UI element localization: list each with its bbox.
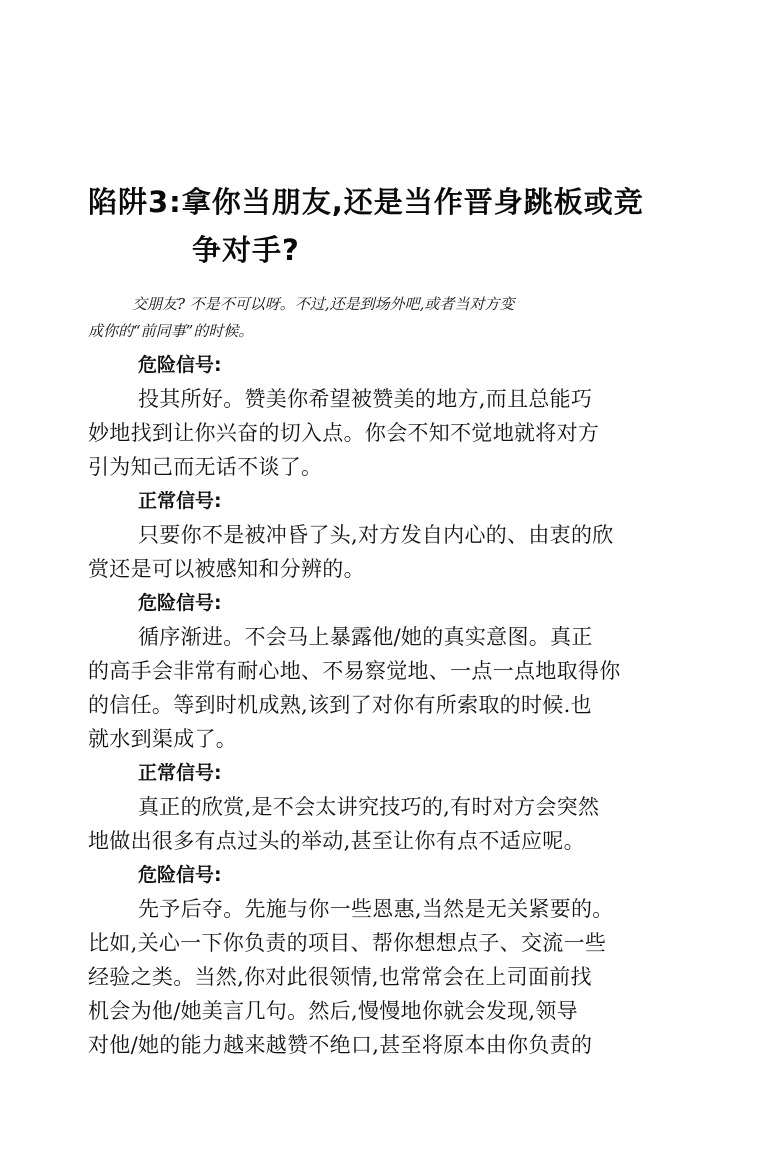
paragraph-line: 经验之类。当然,你对此很领情,也常常会在上司面前找	[88, 965, 592, 989]
paragraph-line: 的高手会非常有耐心地、不易察觉地、一点一点地取得你	[88, 659, 621, 683]
signal-paragraph	[88, 620, 693, 756]
paragraph-line: 地做出很多有点过头的举动,甚至让你有点不适应呢。	[88, 829, 585, 853]
signal-paragraph	[88, 518, 693, 586]
paragraph-line: 赏还是可以被感知和分辨的。	[88, 557, 365, 581]
paragraph-line: 就水到渠成了。	[88, 727, 238, 751]
body-text	[88, 348, 693, 1062]
intro-line-1: 交朋友? 不是不可以呀。不过,还是到场外吧,或者当对方变	[132, 295, 515, 313]
paragraph-line: 投其所好。赞美你希望被赞美的地方,而且总能巧	[138, 387, 593, 411]
signal-label-danger: 危险信号:	[138, 864, 222, 886]
signal-paragraph	[88, 892, 693, 1062]
section-heading	[88, 178, 698, 274]
signal-paragraph	[88, 382, 693, 484]
signal-label-danger: 危险信号:	[138, 354, 222, 376]
paragraph-line: 的信任。等到时机成熟,该到了对你有所索取的时候.也	[88, 693, 592, 717]
heading-line-1: 陷阱3:拿你当朋友,还是当作晋身跳板或竞	[88, 185, 644, 219]
paragraph-line: 比如,关心一下你负责的项目、帮你想想点子、交流一些	[88, 931, 607, 955]
paragraph-line: 只要你不是被冲昏了头,对方发自内心的、由衷的欣	[138, 523, 614, 547]
paragraph-line: 循序渐进。不会马上暴露他/她的真实意图。真正	[138, 625, 593, 649]
signal-label-normal: 正常信号:	[138, 762, 222, 784]
paragraph-line: 妙地找到让你兴奋的切入点。你会不知不觉地就将对方	[88, 421, 600, 445]
intro-line-2: 成你的“前同事”的时候。	[88, 322, 254, 340]
paragraph-line: 对他/她的能力越来越赞不绝口,甚至将原本由你负责的	[88, 1033, 593, 1057]
paragraph-line: 真正的欣赏,是不会太讲究技巧的,有时对方会突然	[138, 795, 600, 819]
intro-paragraph	[88, 291, 688, 345]
heading-line-2: 争对手?	[192, 233, 300, 267]
paragraph-line: 先予后夺。先施与你一些恩惠,当然是无关紧要的。	[138, 897, 614, 921]
signal-paragraph	[88, 790, 693, 858]
signal-label-normal: 正常信号:	[138, 490, 222, 512]
paragraph-line: 引为知己而无话不谈了。	[88, 455, 323, 479]
signal-label-danger: 危险信号:	[138, 592, 222, 614]
paragraph-line: 机会为他/她美言几句。然后,慢慢地你就会发现,领导	[88, 999, 578, 1023]
